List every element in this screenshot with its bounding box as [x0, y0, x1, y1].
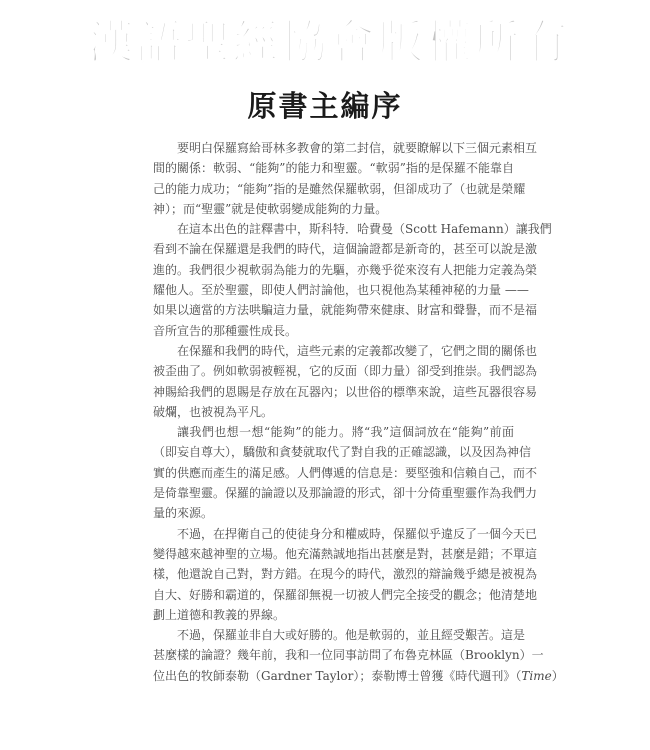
text-line: 己的能力成功；“能夠”指的是雖然保羅軟弱，但卻成功了（也就是榮耀 — [153, 181, 526, 196]
paragraph — [153, 524, 538, 625]
text-line: 要明白保羅寫給哥林多教會的第二封信，就要瞭解以下三個元素相互 — [177, 141, 538, 155]
paragraph — [153, 138, 538, 219]
text-line: 實的供應而產生的滿足感。人們傳遞的信息是：要堅強和信賴自己，而不 — [153, 465, 538, 480]
text-line: 耀他人。至於聖靈，即使人們討論他，也只視他為某種神秘的力量 —— — [153, 283, 529, 298]
text-line: 自大、好勝和霸道的，保羅卻無視一切被人們完全接受的觀念；他清楚地 — [153, 587, 538, 602]
text-line: 神）；而“聖靈”就是使軟弱變成能夠的力量。 — [153, 201, 388, 216]
text-line: 劃上道德和教義的界線。 — [153, 607, 286, 622]
text-line: 神賜給我們的恩賜是存放在瓦器內；以世俗的標準來說，這些瓦器很容易 — [153, 384, 538, 399]
body-text — [153, 138, 564, 686]
text-line: 讓我們也想一想“能夠”的能力。將“我”這個詞放在“能夠”前面 — [177, 425, 514, 440]
text-line: 樣，他還說自己對，對方錯。在現今的時代，激烈的辯論幾乎總是被視為 — [153, 567, 538, 582]
text-line: 在這本出色的註釋書中，斯科特．哈費曼（Scott Hafemann）讓我們 — [177, 222, 552, 237]
text-line: 甚麼樣的論證？幾年前，我和一位同事訪問了布魯克林區（Brooklyn）一 — [153, 648, 544, 663]
paragraph — [153, 341, 538, 422]
text-line: 位出色的牧師泰勒（Gardner Taylor）；泰勒博士曾獲《時代週刊》（Time） — [153, 668, 564, 683]
text-line: 音所宣告的那種靈性成長。 — [153, 323, 298, 338]
page-title: 原書主編序 — [247, 89, 403, 123]
text-line: 如果以適當的方法哄騙這力量，就能夠帶來健康、財富和聲譽，而不是福 — [153, 303, 538, 318]
text-line: 是倚靠聖靈。保羅的論證以及那論證的形式，卻十分倚重聖靈作為我們力 — [153, 486, 538, 501]
text-line: 量的來源。 — [153, 506, 214, 521]
text-line: （即妄自尊大），驕傲和貪婪就取代了對自我的正確認識，以及因為神信 — [153, 445, 532, 460]
paragraph — [153, 625, 564, 686]
text-line: 變得越來越神聖的立場。他充滿熱誠地指出甚麼是對，甚麼是錯；不單這 — [153, 546, 538, 561]
copyright-watermark: 漢語聖經協會版權所有 — [88, 15, 568, 69]
text-line: 在保羅和我們的時代，這些元素的定義都改變了，它們之間的關係也 — [177, 343, 538, 358]
text-line: 看到不論在保羅還是我們的時代，這個論證都是新奇的，甚至可以說是激 — [153, 242, 538, 257]
paragraph — [153, 219, 552, 341]
text-line: 進的。我們很少視軟弱為能力的先驅，亦幾乎從來沒有人把能力定義為榮 — [153, 262, 538, 277]
text-line: 不過，保羅並非自大或好勝的。他是軟弱的，並且經受艱苦。這是 — [177, 628, 526, 643]
text-line: 破爛，也被視為平凡。 — [153, 404, 274, 419]
paragraph — [153, 422, 538, 523]
text-line: 被歪曲了。例如軟弱被輕視，它的反面（即力量）卻受到推崇。我們認為 — [153, 364, 538, 379]
text-line: 間的關係：軟弱、“能夠”的能力和聖靈。“軟弱”指的是保羅不能靠自 — [153, 161, 514, 176]
text-line: 不過，在捍衛自己的使徒身分和權威時，保羅似乎違反了一個今天已 — [177, 526, 538, 541]
